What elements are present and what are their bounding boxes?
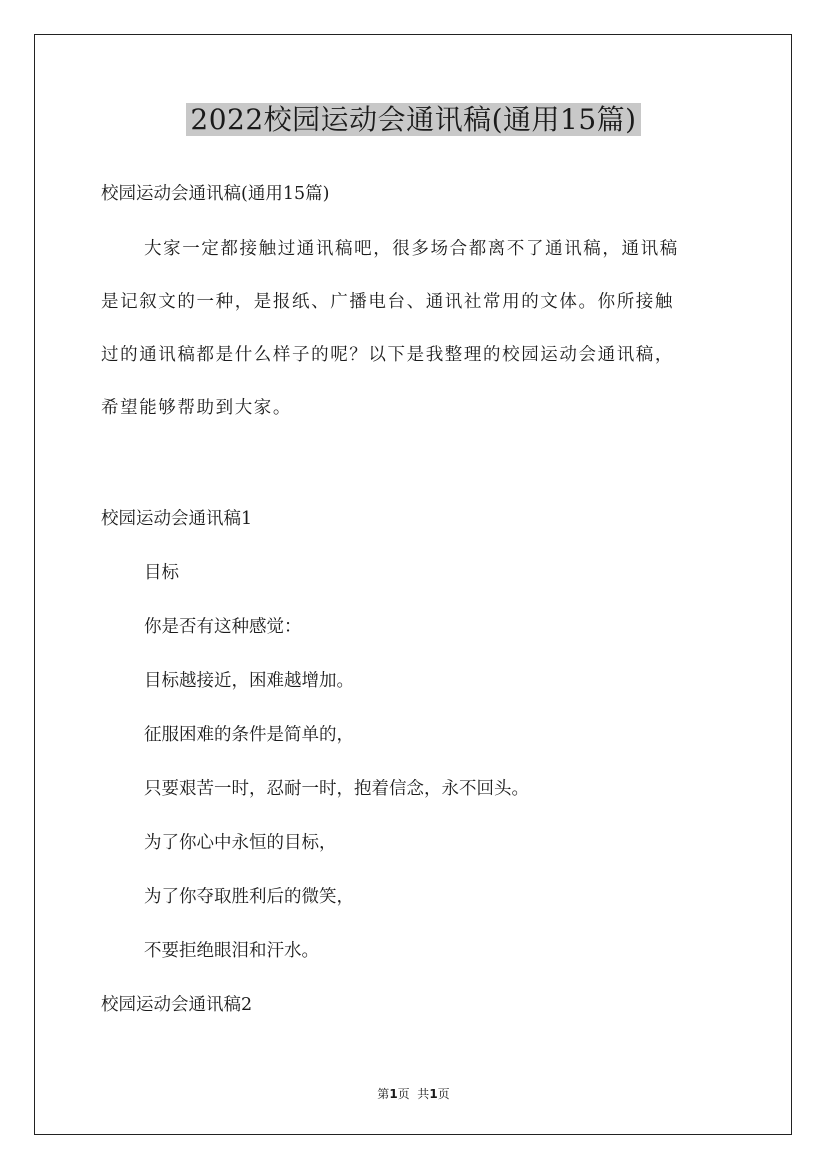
poem-line: 不要拒绝眼泪和汗水。 bbox=[144, 941, 319, 961]
document-title-wrap bbox=[0, 98, 827, 142]
section-heading: 校园运动会通讯稿2 bbox=[101, 995, 253, 1015]
poem-line: 目标 bbox=[144, 563, 179, 583]
page-footer bbox=[0, 1085, 827, 1102]
footer-text: 页 共 bbox=[397, 1087, 430, 1101]
document-title: 2022校园运动会通讯稿(通用15篇) bbox=[186, 103, 640, 136]
document-subtitle: 校园运动会通讯稿(通用15篇) bbox=[101, 184, 330, 204]
intro-line: 希望能够帮助到大家。 bbox=[101, 398, 292, 418]
page-number: 1 bbox=[389, 1087, 398, 1101]
intro-paragraph bbox=[101, 237, 729, 449]
poem-line: 你是否有这种感觉： bbox=[144, 617, 302, 637]
poem-line: 只要艰苦一时，忍耐一时，抱着信念，永不回头。 bbox=[144, 779, 529, 799]
section-heading: 校园运动会通讯稿1 bbox=[101, 509, 253, 529]
intro-line: 是记叙文的一种，是报纸、广播电台、通讯社常用的文体。你所接触 bbox=[101, 292, 674, 312]
footer-text: 页 bbox=[437, 1087, 450, 1101]
poem-line: 目标越接近，困难越增加。 bbox=[144, 671, 354, 691]
poem-line: 为了你心中永恒的目标， bbox=[144, 833, 337, 853]
intro-line: 过的通讯稿都是什么样子的呢？以下是我整理的校园运动会通讯稿， bbox=[101, 345, 674, 365]
page-total: 1 bbox=[429, 1087, 438, 1101]
poem-line: 征服困难的条件是简单的， bbox=[144, 725, 354, 745]
intro-line: 大家一定都接触过通讯稿吧，很多场合都离不了通讯稿，通讯稿 bbox=[144, 239, 679, 259]
poem-line: 为了你夺取胜利后的微笑， bbox=[144, 887, 354, 907]
footer-text: 第 bbox=[377, 1087, 390, 1101]
